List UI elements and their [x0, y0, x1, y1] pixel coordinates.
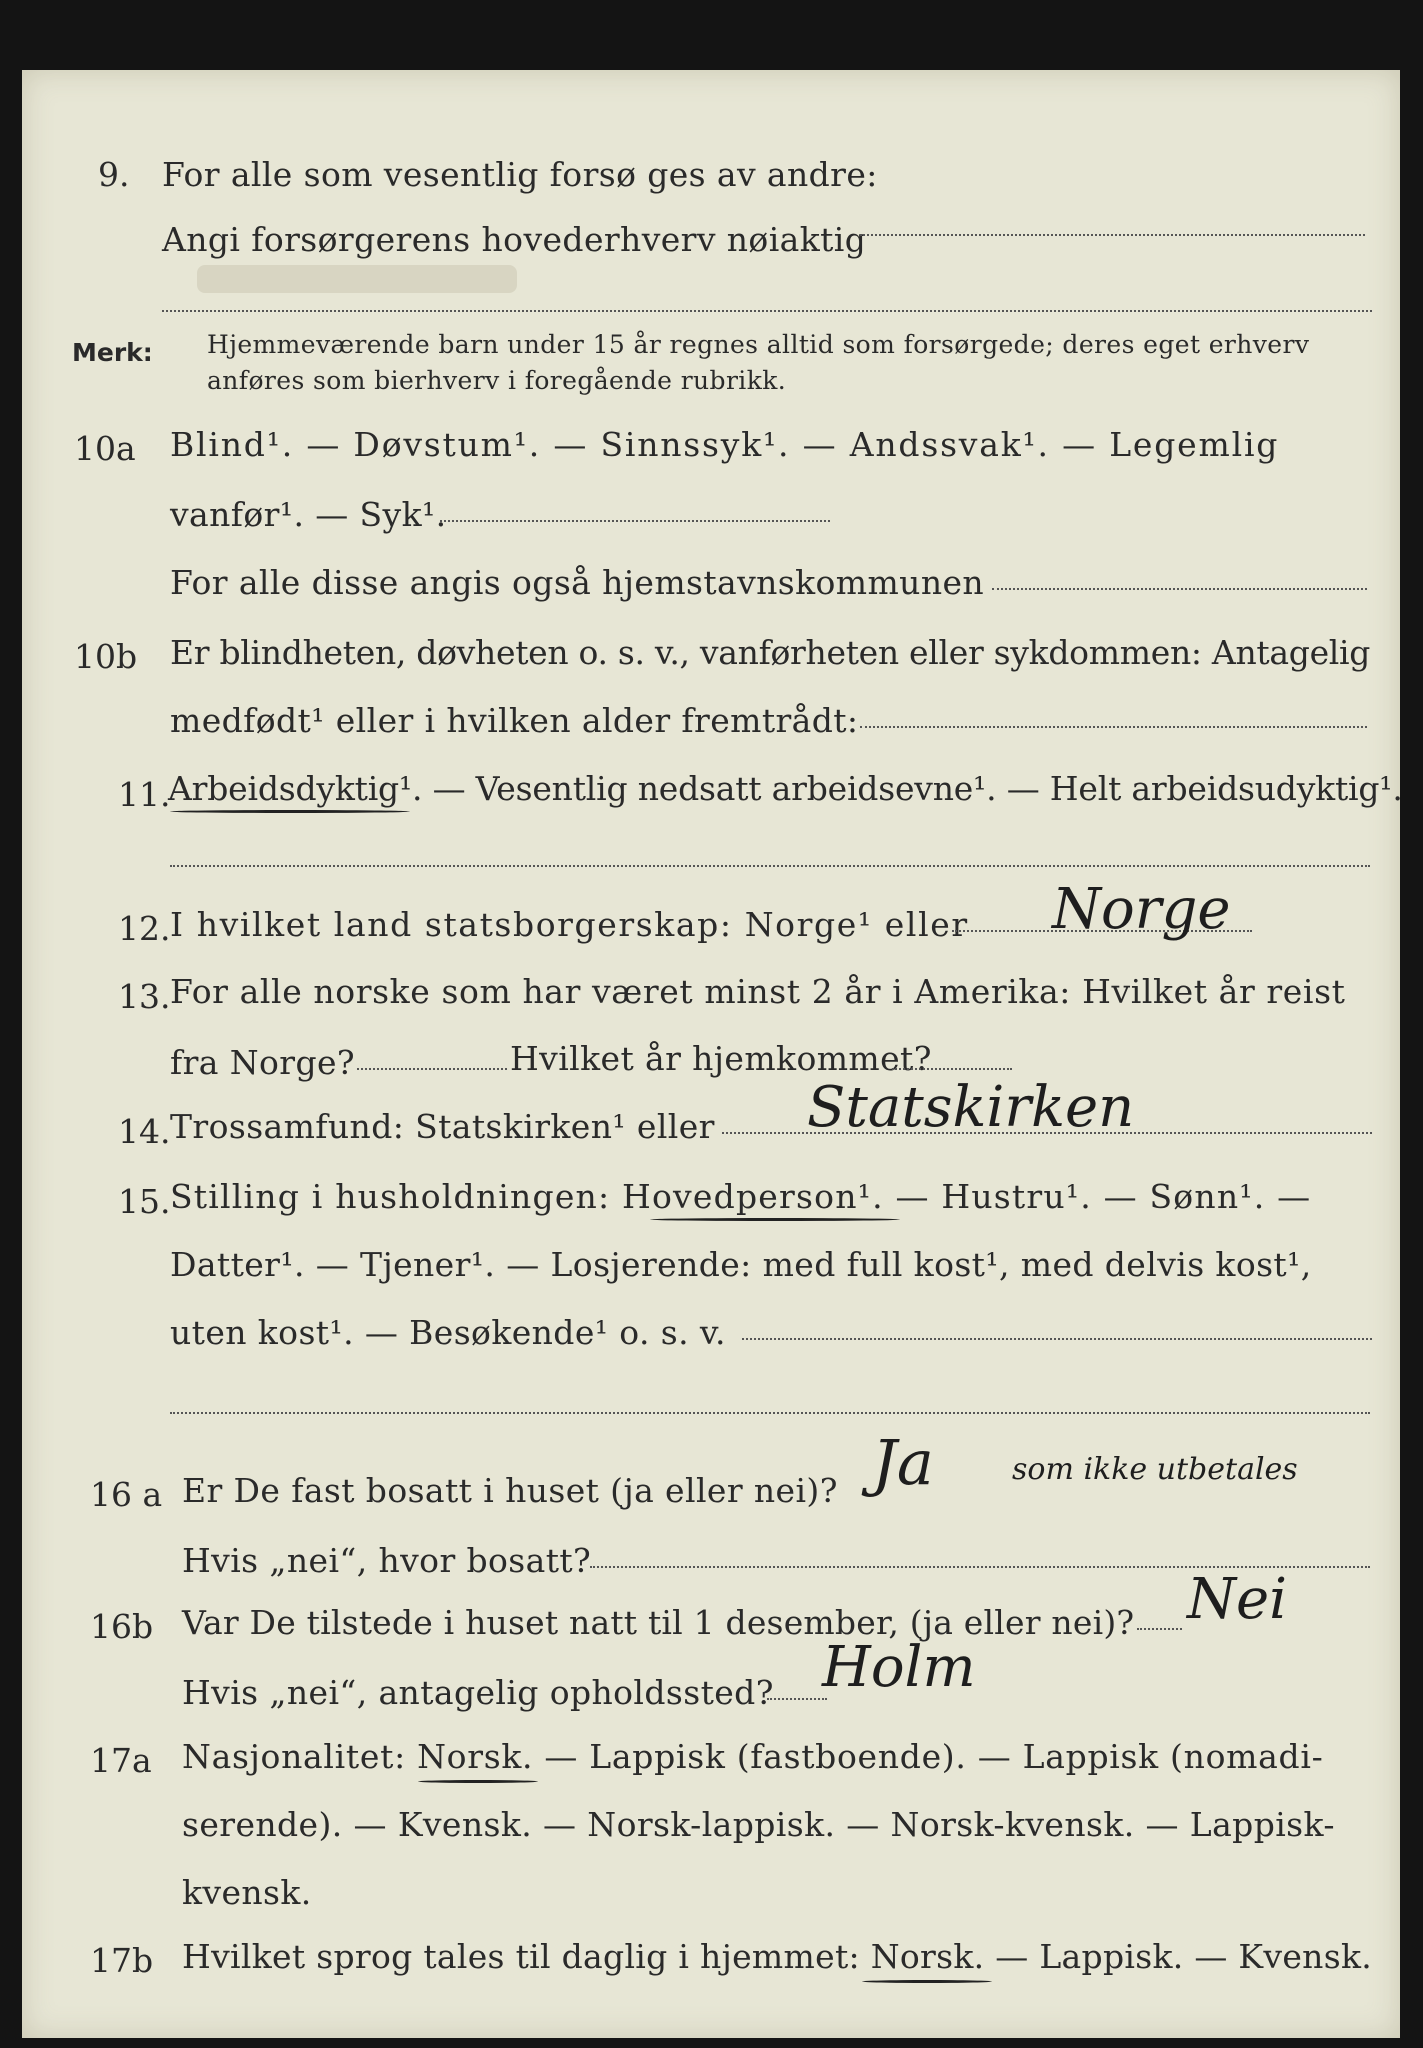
q10b-line2: medfødt¹ eller i hvilken alder fremtrådt:	[170, 701, 859, 740]
q10a-line1: Blind¹. — Døvstum¹. — Sinnssyk¹. — Andssvak¹. — Legemlig	[170, 425, 1280, 464]
q10a-answer-line[interactable]	[440, 520, 830, 522]
q14-handwritten-answer[interactable]: Statskirken	[807, 1075, 1135, 1140]
q17a-underline-norsk	[418, 1780, 538, 1783]
q11-answer-line[interactable]	[170, 865, 1370, 867]
faded-erasure	[197, 265, 517, 293]
q16b-opholdssted-line[interactable]	[767, 1698, 827, 1700]
merk-line2: anføres som bierhverv i foregående rubrikk.	[207, 366, 787, 395]
q12-handwritten-answer[interactable]: Norge	[1052, 877, 1231, 942]
q15-line1: Stilling i husholdningen: Hovedperson¹. — Hustru¹. — Sønn¹. —	[170, 1177, 1312, 1216]
q9-line2: Angi forsørgerens hovederhverv nøiaktig	[162, 220, 867, 259]
q12-line1: I hvilket land statsborgerskap: Norge¹ eller	[170, 905, 969, 944]
q14-line1: Trossamfund: Statskirken¹ eller	[170, 1107, 715, 1146]
q9-answer-line-2[interactable]	[162, 310, 1372, 312]
q16b-number: 16b	[90, 1607, 154, 1646]
q10a-number: 10a	[74, 429, 136, 468]
q12-number: 12.	[118, 909, 171, 948]
q16b-handwritten-answer2[interactable]: Holm	[822, 1635, 976, 1700]
q16a-line2: Hvis „nei“, hvor bosatt?	[182, 1541, 592, 1580]
q17a-line2: serende). — Kvensk. — Norsk-lappisk. — Norsk-kvensk. — Lappisk-	[182, 1805, 1335, 1844]
q16b-line1: Var De tilstede i huset natt til 1 desember, (ja eller nei)?	[182, 1603, 1135, 1642]
q17a-line1: Nasjonalitet: Norsk. — Lappisk (fastboende). — Lappisk (nomadi-	[182, 1737, 1324, 1776]
q13-reist-line[interactable]	[357, 1068, 507, 1070]
q10a-line2: vanfør¹. — Syk¹.	[170, 495, 447, 534]
q15-answer-line-2[interactable]	[170, 1412, 1370, 1414]
q15-line3: uten kost¹. — Besøkende¹ o. s. v.	[170, 1313, 726, 1352]
q10b-line1: Er blindheten, døvheten o. s. v., vanførheten eller sykdommen: Antagelig	[170, 633, 1371, 672]
q16b-answer-line[interactable]	[1137, 1628, 1182, 1630]
q17b-underline-norsk	[862, 1980, 992, 1983]
q14-number: 14.	[118, 1112, 171, 1151]
q10b-answer-line[interactable]	[860, 726, 1367, 728]
q16b-handwritten-answer1[interactable]: Nei	[1187, 1567, 1288, 1632]
q13-line1: For alle norske som har været minst 2 år i Amerika: Hvilket år reist	[170, 972, 1346, 1011]
q10b-number: 10b	[74, 637, 138, 676]
q16a-handwritten-answer[interactable]: Ja	[872, 1426, 934, 1499]
merk-line1: Hjemmeværende barn under 15 år regnes alltid som forsørgede; deres eget erhverv	[207, 330, 1310, 359]
q15-answer-line[interactable]	[742, 1338, 1372, 1340]
q15-number: 15.	[118, 1182, 171, 1221]
q15-underline-hovedperson	[650, 1218, 900, 1221]
q11-number: 11.	[118, 775, 171, 814]
q17a-line3: kvensk.	[182, 1873, 312, 1912]
q10a-kommune-line[interactable]	[992, 588, 1367, 590]
q16a-number: 16 a	[90, 1475, 163, 1514]
q10a-line3: For alle disse angis også hjemstavnskommunen	[170, 563, 985, 602]
q16a-line1: Er De fast bosatt i huset (ja eller nei)?	[182, 1471, 838, 1510]
census-form-sheet	[22, 70, 1403, 2038]
q11-underline-arbeidsdyktig	[170, 810, 410, 813]
q17b-line1: Hvilket sprog tales til daglig i hjemmet: Norsk. — Lappisk. — Kvensk.	[182, 1937, 1373, 1976]
q9-line1: For alle som vesentlig forsø ges av andre:	[162, 155, 878, 194]
q16a-handwritten-extra[interactable]: som ikke utbetales	[1012, 1452, 1298, 1487]
q16b-line2: Hvis „nei“, antagelig opholdssted?	[182, 1673, 774, 1712]
q17b-number: 17b	[90, 1941, 154, 1980]
q11-line1: Arbeidsdyktig¹. — Vesentlig nedsatt arbeidsevne¹. — Helt arbeidsudyktig¹.	[168, 769, 1403, 808]
q13-hjemkommet-line[interactable]	[892, 1068, 1012, 1070]
merk-label: Merk:	[72, 338, 153, 367]
q13-line2a: fra Norge?	[170, 1043, 356, 1082]
q13-number: 13.	[118, 977, 171, 1016]
q13-line2b: Hvilket år hjemkommet?	[510, 1039, 932, 1078]
q17a-number: 17a	[90, 1741, 152, 1780]
q9-answer-line[interactable]	[860, 234, 1365, 236]
q15-line2: Datter¹. — Tjener¹. — Losjerende: med full kost¹, med delvis kost¹,	[170, 1245, 1312, 1284]
q9-number: 9.	[98, 155, 130, 194]
